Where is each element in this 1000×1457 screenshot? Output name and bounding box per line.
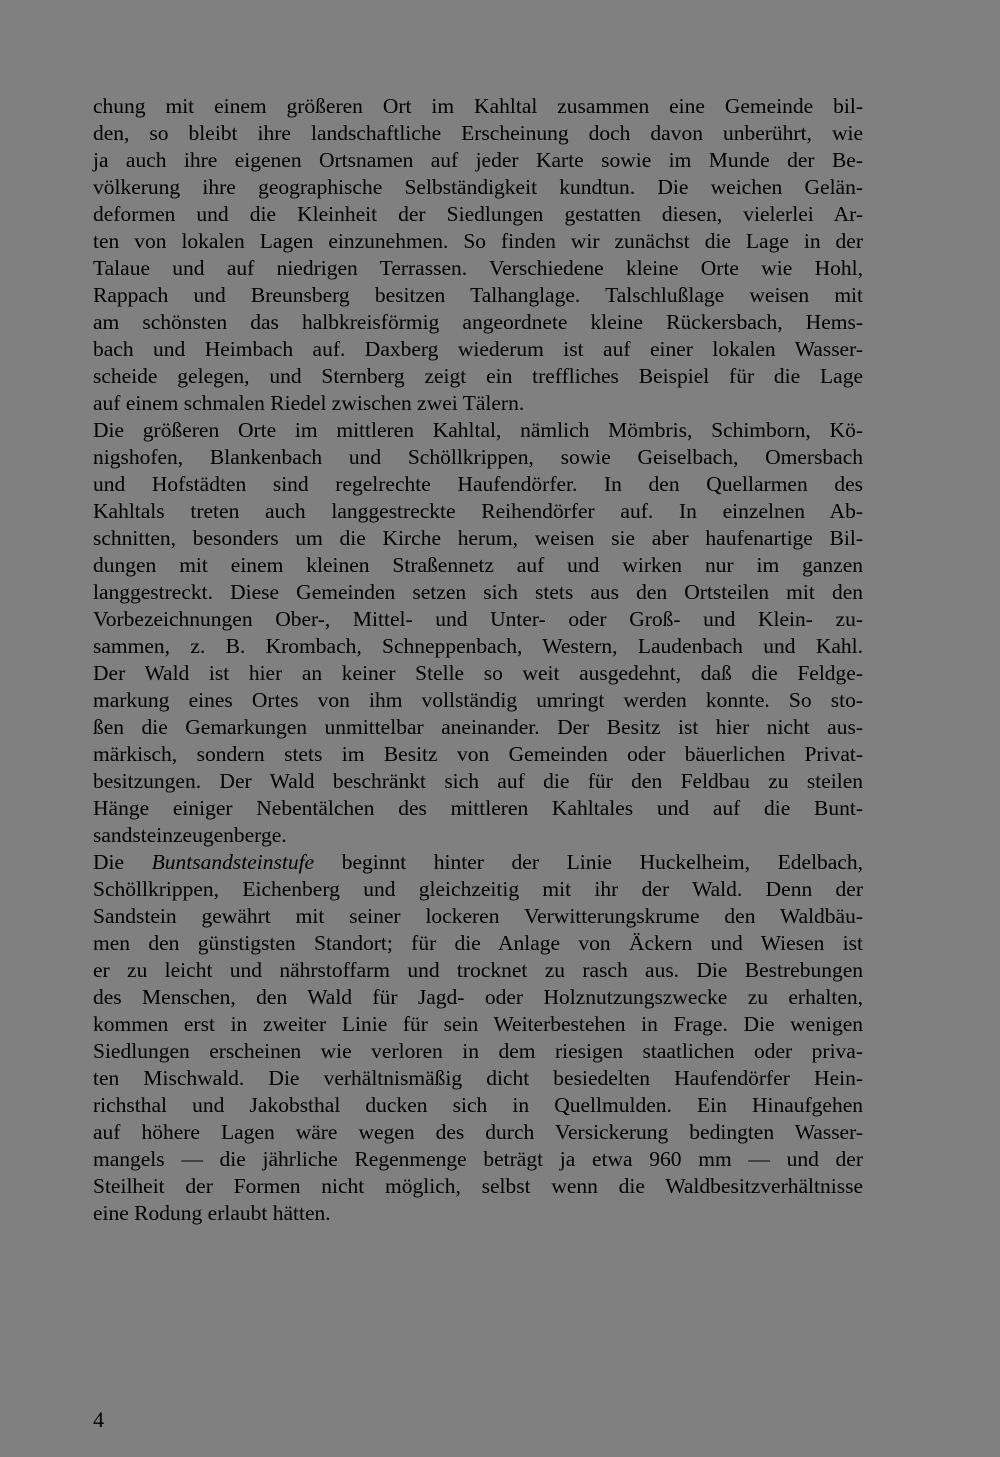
text-line: bach und Heimbach auf. Daxberg wiederum ist auf einer lokalen Wasser-: [93, 337, 863, 361]
text-run: Die: [93, 850, 152, 874]
text-line: ja auch ihre eigenen Ortsnamen auf jeder Karte sowie im Munde der Be-: [93, 148, 863, 172]
text-line: er zu leicht und nährstoffarm und trocknet zu rasch aus. Die Bestrebungen: [93, 958, 863, 982]
text-line: sandsteinzeugenberge.: [93, 823, 287, 847]
text-line: richsthal und Jakobsthal ducken sich in Quellmulden. Ein Hinaufgehen: [93, 1093, 863, 1117]
text-line: Kahltals treten auch langgestreckte Reihendörfer auf. In einzelnen Ab-: [93, 499, 863, 523]
text-line: und Hofstädten sind regelrechte Haufendörfer. In den Quellarmen des: [93, 472, 863, 496]
text-line: Vorbezeichnungen Ober-, Mittel- und Unter- oder Groß- und Klein- zu-: [93, 607, 863, 631]
text-line: besitzungen. Der Wald beschränkt sich auf die für den Feldbau zu steilen: [93, 769, 863, 793]
text-line: des Menschen, den Wald für Jagd- oder Holznutzungszwecke zu erhalten,: [93, 985, 863, 1009]
text-line: völkerung ihre geographische Selbständigkeit kundtun. Die weichen Gelän-: [93, 175, 863, 199]
text-line: sammen, z. B. Krombach, Schneppenbach, Western, Laudenbach und Kahl.: [93, 634, 863, 658]
text-line: ßen die Gemarkungen unmittelbar aneinander. Der Besitz ist hier nicht aus-: [93, 715, 863, 739]
text-line: Schöllkrippen, Eichenberg und gleichzeitig mit ihr der Wald. Denn der: [93, 877, 863, 901]
text-line: Siedlungen erscheinen wie verloren in dem riesigen staatlichen oder priva-: [93, 1039, 863, 1063]
text-line: Hänge einiger Nebentälchen des mittleren Kahltales und auf die Bunt-: [93, 796, 863, 820]
text-line: Der Wald ist hier an keiner Stelle so weit ausgedehnt, daß die Feldge-: [93, 661, 863, 685]
text-line: chung mit einem größeren Ort im Kahltal zusammen eine Gemeinde bil-: [93, 94, 863, 118]
text-line: ten Mischwald. Die verhältnismäßig dicht besiedelten Haufendörfer Hein-: [93, 1066, 863, 1090]
text-line: am schönsten das halbkreisförmig angeordnete kleine Rückersbach, Hems-: [93, 310, 863, 334]
text-line: ten von lokalen Lagen einzunehmen. So finden wir zunächst die Lage in der: [93, 229, 863, 253]
text-line: den, so bleibt ihre landschaftliche Erscheinung doch davon unberührt, wie: [93, 121, 863, 145]
text-line: Talaue und auf niedrigen Terrassen. Verschiedene kleine Orte wie Hohl,: [93, 256, 863, 280]
text-line: Rappach und Breunsberg besitzen Talhanglage. Talschlußlage weisen mit: [93, 283, 863, 307]
text-line: Sandstein gewährt mit seiner lockeren Verwitterungskrume den Waldbäu-: [93, 904, 863, 928]
emphasized-term: Buntsandsteinstufe: [151, 850, 315, 874]
text-line: dungen mit einem kleinen Straßennetz auf und wirken nur im ganzen: [93, 553, 863, 577]
text-line: [93, 849, 863, 876]
paragraph-2: [93, 417, 863, 849]
text-line: märkisch, sondern stets im Besitz von Gemeinden oder bäuerlichen Privat-: [93, 742, 863, 766]
text-line: mangels — die jährliche Regenmenge beträgt ja etwa 960 mm — und der: [93, 1147, 863, 1171]
text-line: eine Rodung erlaubt hätten.: [93, 1201, 331, 1225]
text-line: men den günstigsten Standort; für die Anlage von Äckern und Wiesen ist: [93, 931, 863, 955]
text-line: Steilheit der Formen nicht möglich, selbst wenn die Waldbesitzverhältnisse: [93, 1174, 863, 1198]
text-line: kommen erst in zweiter Linie für sein Weiterbestehen in Frage. Die wenigen: [93, 1012, 863, 1036]
text-line: schnitten, besonders um die Kirche herum, weisen sie aber haufenartige Bil-: [93, 526, 863, 550]
text-line: nigshofen, Blankenbach und Schöllkrippen, sowie Geiselbach, Omersbach: [93, 445, 863, 469]
text-line: auf höhere Lagen wäre wegen des durch Versickerung bedingten Wasser-: [93, 1120, 863, 1144]
text-line: langgestreckt. Diese Gemeinden setzen sich stets aus den Ortsteilen mit den: [93, 580, 863, 604]
page-number: 4: [93, 1407, 104, 1432]
body-text: [93, 93, 863, 1227]
text-line: scheide gelegen, und Sternberg zeigt ein treffliches Beispiel für die Lage: [93, 364, 863, 388]
text-run: beginnt hinter der Linie Huckelheim, Edelbach,: [314, 850, 863, 874]
paragraph-1: [93, 93, 863, 417]
text-line: Die größeren Orte im mittleren Kahltal, nämlich Mömbris, Schimborn, Kö-: [93, 418, 863, 442]
text-line: auf einem schmalen Riedel zwischen zwei Tälern.: [93, 391, 525, 415]
text-line: deformen und die Kleinheit der Siedlungen gestatten diesen, vielerlei Ar-: [93, 202, 863, 226]
paragraph-3: [93, 849, 863, 1227]
text-line: markung eines Ortes von ihm vollständig umringt werden konnte. So sto-: [93, 688, 863, 712]
